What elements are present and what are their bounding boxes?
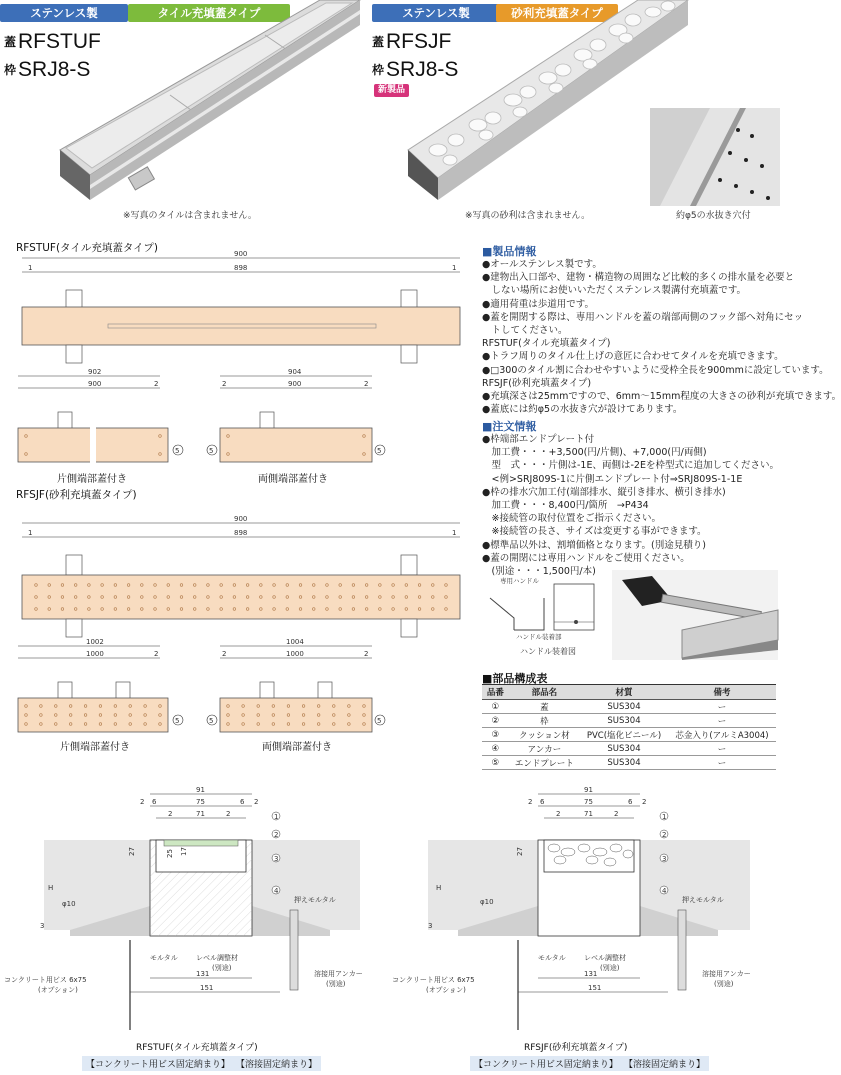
svg-text:71: 71 <box>196 810 205 818</box>
svg-text:6: 6 <box>628 798 633 806</box>
svg-text:2: 2 <box>642 798 647 806</box>
order-info-line: ●枠の排水穴加工付(端部排水、縦引き排水、横引き排水) <box>482 486 726 498</box>
product-info-line: RFSJF(砂利充填蓋タイプ) <box>482 377 592 389</box>
product-info-line: ●オールステンレス製です。 <box>482 259 602 270</box>
svg-text:押えモルタル: 押えモルタル <box>682 896 724 904</box>
photo-note-left: ※写真のタイルは含まれません。 <box>123 211 257 221</box>
table-cell: SUS304 <box>580 742 668 756</box>
product-info-line: RFSTUF(タイル充填蓋タイプ) <box>482 338 611 350</box>
svg-text:(別途): (別途) <box>212 964 232 972</box>
weld-fix-label-left: 【溶接固定納まり】 <box>232 1056 321 1071</box>
section-caption-right: RFSJF(砂利充填蓋タイプ) <box>524 1043 628 1053</box>
svg-text:(別途): (別途) <box>600 964 620 972</box>
table-cell: SUS304 <box>580 700 668 714</box>
table-cell: ー <box>668 700 776 714</box>
parts-table <box>482 684 776 770</box>
tile-cover-photo <box>50 0 370 205</box>
order-info-line: ※接続管の長さ、サイズは変更する事ができます。 <box>482 526 707 538</box>
table-cell: ⑤ <box>482 756 509 770</box>
svg-text:(オプション): (オプション) <box>426 986 466 994</box>
table-cell: ② <box>482 714 509 728</box>
table-cell: ④ <box>482 742 509 756</box>
svg-text:1: 1 <box>274 813 279 821</box>
svg-text:17: 17 <box>180 847 188 856</box>
rfstuf-one-end-drawing <box>10 368 190 468</box>
svg-text:75: 75 <box>584 798 593 806</box>
frame-model-right: 枠SRJ8-S <box>372 58 459 81</box>
svg-text:2: 2 <box>614 810 619 818</box>
material-badge-right: ステンレス製 <box>372 4 500 22</box>
svg-text:モルタル: モルタル <box>538 954 566 962</box>
product-info-line: ●建物出入口部や、建物・構造物の周囲など比較的多くの排水量を必要と <box>482 272 795 284</box>
table-cell: PVC(塩化ビニール) <box>580 728 668 742</box>
svg-text:2: 2 <box>168 810 173 818</box>
table-cell: ① <box>482 700 509 714</box>
svg-text:モルタル: モルタル <box>150 954 178 962</box>
svg-text:溶接用アンカー: 溶接用アンカー <box>702 970 751 978</box>
table-cell: 枠 <box>509 714 580 728</box>
table-row <box>482 728 776 742</box>
rfsjf-plan-drawing <box>16 495 472 635</box>
svg-text:H: H <box>48 884 54 892</box>
table-cell: ー <box>668 714 776 728</box>
new-product-badge: 新製品 <box>374 84 409 97</box>
one-end-label-2: 片側端部蓋付き <box>60 742 130 753</box>
svg-text:1002: 1002 <box>86 638 104 646</box>
type-badge-left: タイル充填蓋タイプ <box>128 4 290 22</box>
table-cell: エンドプレート <box>509 756 580 770</box>
table-cell: クッション材 <box>509 728 580 742</box>
rfsjf-drawing-title: RFSJF(砂利充填蓋タイプ) <box>16 489 137 501</box>
svg-text:コンクリート用ビス 6x75: コンクリート用ビス 6x75 <box>392 976 475 984</box>
svg-text:75: 75 <box>196 798 205 806</box>
svg-text:1000: 1000 <box>286 650 304 658</box>
order-info-line: ●標準品以外は、割増価格となります。(別途見積り) <box>482 539 706 551</box>
rfstuf-drawing-title: RFSTUF(タイル充填蓋タイプ) <box>16 242 158 254</box>
photo-note-right: ※写真の砂利は含まれません。 <box>465 211 591 221</box>
rfsjf-one-end-drawing <box>10 638 190 738</box>
handle-photo <box>612 570 778 660</box>
svg-text:6: 6 <box>152 798 157 806</box>
svg-text:25: 25 <box>166 849 174 858</box>
svg-text:2: 2 <box>140 798 145 806</box>
product-info-heading: ■製品情報 <box>482 245 537 258</box>
both-end-label-2: 両側端部蓋付き <box>262 742 332 753</box>
product-info-line: ●トラフ周りのタイル仕上げの意匠に合わせてタイルを充填できます。 <box>482 351 784 363</box>
svg-text:4: 4 <box>662 887 667 895</box>
svg-text:(オプション): (オプション) <box>38 986 78 994</box>
table-cell: SUS304 <box>580 714 668 728</box>
svg-text:3: 3 <box>40 922 45 930</box>
table-row <box>482 700 776 714</box>
order-info-text <box>482 433 778 578</box>
svg-text:溶接用アンカー: 溶接用アンカー <box>314 970 363 978</box>
rfstuf-both-end-drawing <box>208 368 388 468</box>
svg-text:2: 2 <box>222 650 227 658</box>
order-info-line: ●枠端部エンドプレート付 <box>482 434 595 445</box>
table-cell: 芯金入り(アルミA3004) <box>668 728 776 742</box>
svg-text:2: 2 <box>364 650 369 658</box>
product-info-text <box>482 258 841 416</box>
svg-text:(別途): (別途) <box>326 980 346 988</box>
svg-text:91: 91 <box>584 786 593 794</box>
svg-text:φ10: φ10 <box>480 898 494 906</box>
svg-text:1: 1 <box>452 264 457 272</box>
table-cell: ー <box>668 742 776 756</box>
svg-text:2: 2 <box>254 798 259 806</box>
svg-text:900: 900 <box>234 515 248 523</box>
product-info-line: トしてください。 <box>482 325 568 337</box>
parts-heading: ■部品構成表 <box>482 672 548 685</box>
screw-fix-label-left: 【コンクリート用ビス固定納まり】 <box>82 1056 234 1071</box>
svg-text:904: 904 <box>288 368 302 376</box>
section-caption-left: RFSTUF(タイル充填蓋タイプ) <box>136 1043 258 1053</box>
product-info-line: しない場所にお使いいただくステンレス製溝付充填蓋です。 <box>482 285 747 297</box>
svg-text:131: 131 <box>196 970 210 978</box>
svg-text:1: 1 <box>662 813 667 821</box>
svg-text:898: 898 <box>234 529 248 537</box>
rfstuf-section-drawing <box>0 780 390 1048</box>
handle-caption: ハンドル装着図 <box>520 647 576 656</box>
lid-model-left: 蓋RFSTUF <box>4 30 101 53</box>
svg-text:27: 27 <box>516 847 524 856</box>
col-no: 品番 <box>482 685 509 700</box>
product-info-line: ●蓋底には約φ5の水抜き穴が設けてあります。 <box>482 404 683 416</box>
svg-text:151: 151 <box>588 984 602 992</box>
svg-text:2: 2 <box>556 810 561 818</box>
order-info-line: ●蓋の開閉には専用ハンドルをご使用ください。 <box>482 552 690 564</box>
product-info-line: ●充填深さは25mmですので、6mm〜15mm程度の大きさの砂利が充填できます。 <box>482 391 841 403</box>
svg-text:2: 2 <box>662 831 667 839</box>
svg-text:2: 2 <box>364 380 369 388</box>
both-end-label-1: 両側端部蓋付き <box>258 474 328 485</box>
svg-text:91: 91 <box>196 786 205 794</box>
svg-text:6: 6 <box>240 798 245 806</box>
svg-text:5: 5 <box>209 717 214 725</box>
svg-text:1: 1 <box>452 529 457 537</box>
svg-text:5: 5 <box>175 447 180 455</box>
table-row <box>482 756 776 770</box>
frame-model-left: 枠SRJ8-S <box>4 58 91 81</box>
type-badge-right: 砂利充填蓋タイプ <box>496 4 618 22</box>
product-info-line: ●□300のタイル割に合わせやすいように受枠全長を900mmに設定しています。 <box>482 364 829 376</box>
hole-note: 約φ5の水抜き穴付 <box>676 211 751 221</box>
svg-text:5: 5 <box>209 447 214 455</box>
svg-text:2: 2 <box>226 810 231 818</box>
table-row <box>482 714 776 728</box>
handle-install-label: ハンドル装着部 <box>516 633 562 641</box>
svg-text:3: 3 <box>662 855 667 863</box>
svg-text:2: 2 <box>154 650 159 658</box>
svg-text:φ10: φ10 <box>62 900 76 908</box>
order-info-line: 加工費・・・8,400円/箇所 →P434 <box>482 500 649 512</box>
order-info-line: 加工費・・・+3,500(円/片側)、+7,000(円/両側) <box>482 447 707 459</box>
svg-text:27: 27 <box>128 847 136 856</box>
svg-text:900: 900 <box>234 250 248 258</box>
order-info-line: ※接続管の取付位置をご指示ください。 <box>482 513 661 525</box>
svg-text:5: 5 <box>175 717 180 725</box>
svg-text:3: 3 <box>274 855 279 863</box>
col-note: 備考 <box>668 685 776 700</box>
lid-model-right: 蓋RFSJF <box>372 30 452 53</box>
table-cell: ③ <box>482 728 509 742</box>
svg-text:3: 3 <box>428 922 433 930</box>
product-info-line: ●適用荷重は歩道用です。 <box>482 298 595 310</box>
svg-text:押えモルタル: 押えモルタル <box>294 896 336 904</box>
svg-text:900: 900 <box>288 380 302 388</box>
svg-text:コンクリート用ビス 6x75: コンクリート用ビス 6x75 <box>4 976 87 984</box>
svg-text:レベル調整材: レベル調整材 <box>584 954 626 962</box>
gravel-cover-photo <box>398 0 693 205</box>
svg-text:1004: 1004 <box>286 638 304 646</box>
svg-text:5: 5 <box>377 717 382 725</box>
svg-text:2: 2 <box>154 380 159 388</box>
material-badge-left: ステンレス製 <box>0 4 128 22</box>
col-name: 部品名 <box>509 685 580 700</box>
rfstuf-plan-drawing <box>16 250 472 370</box>
svg-text:71: 71 <box>584 810 593 818</box>
table-cell: SUS304 <box>580 756 668 770</box>
svg-text:2: 2 <box>274 831 279 839</box>
one-end-label-1: 片側端部蓋付き <box>57 474 127 485</box>
svg-text:2: 2 <box>222 380 227 388</box>
handle-label: 専用ハンドル <box>500 577 539 585</box>
svg-text:レベル調整材: レベル調整材 <box>196 954 238 962</box>
svg-text:5: 5 <box>377 447 382 455</box>
svg-text:H: H <box>436 884 442 892</box>
svg-text:900: 900 <box>88 380 102 388</box>
rfsjf-section-drawing <box>388 780 780 1048</box>
col-material: 材質 <box>580 685 668 700</box>
order-info-line: 型 式・・・片側は-1E、両側は-2Eを枠型式に追加してください。 <box>482 460 779 472</box>
svg-text:2: 2 <box>528 798 533 806</box>
table-cell: ー <box>668 756 776 770</box>
table-cell: アンカー <box>509 742 580 756</box>
svg-text:902: 902 <box>88 368 102 376</box>
screw-fix-label-right: 【コンクリート用ビス固定納まり】 <box>470 1056 622 1071</box>
product-info-line: ●蓋を開閉する際は、専用ハンドルを蓋の端部両側のフック部へ対角にセッ <box>482 311 804 323</box>
svg-text:151: 151 <box>200 984 214 992</box>
svg-text:1: 1 <box>28 264 33 272</box>
svg-text:4: 4 <box>274 887 279 895</box>
table-row <box>482 742 776 756</box>
order-info-line: <例>SRJ809S-1に片側エンドプレート付⇒SRJ809S-1-1E <box>482 473 743 485</box>
drain-hole-photo <box>650 108 780 206</box>
order-info-line: (別途・・・1,500円/本) <box>482 566 596 578</box>
table-cell: 蓋 <box>509 700 580 714</box>
svg-text:1000: 1000 <box>86 650 104 658</box>
order-info-heading: ■注文情報 <box>482 420 537 433</box>
svg-text:898: 898 <box>234 264 248 272</box>
weld-fix-label-right: 【溶接固定納まり】 <box>620 1056 709 1071</box>
svg-text:6: 6 <box>540 798 545 806</box>
rfsjf-both-end-drawing <box>208 638 388 738</box>
svg-text:1: 1 <box>28 529 33 537</box>
svg-text:131: 131 <box>584 970 598 978</box>
svg-text:(別途): (別途) <box>714 980 734 988</box>
